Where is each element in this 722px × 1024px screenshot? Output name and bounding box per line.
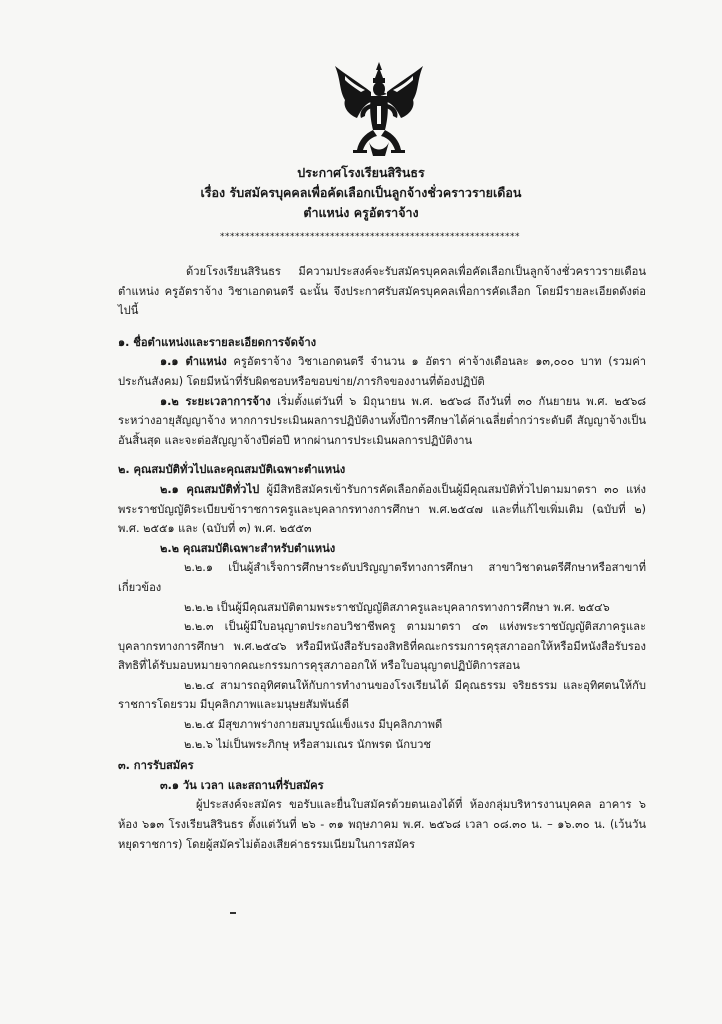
- section-2-heading: ๒. คุณสมบัติทั่วไปและคุณสมบัติเฉพาะตำแหน่ง: [118, 463, 346, 477]
- section-2-2-item: ๒.๒.๔ สามารถอุทิศตนให้กับการทำงานของโรงเรียนได้ มีคุณธรรม จริยธรรม และอุทิศตนให้กับราชการโดยรวม มีบุคลิกภาพและมนุษยสัมพันธ์ดี: [118, 678, 646, 712]
- stray-mark: [230, 912, 236, 914]
- section-3-1-text: ผู้ประสงค์จะสมัคร ขอรับและยื่นใบสมัครด้วยตนเองได้ที่ ห้องกลุ่มบริหารงานบุคคล อาคาร ๖ ห้อง ๖๑๓ โรงเรียนสิรินธร ตั้งแต่วันที่ ๒๖ - ๓๑ พฤษภาคม พ.ศ. ๒๕๖๘ เวลา ๐๘.๓๐ น. – ๑๖.๓๐ น. (เว้นวันหยุดราชการ) โดยผู้สมัครไม่ต้องเสียค่าธรรมเนียมในการสมัคร: [118, 798, 646, 851]
- section-1-2-paragraph: [118, 392, 646, 451]
- separator-line: ************************************************************: [220, 232, 520, 242]
- section-2-1-label: ๒.๑ คุณสมบัติทั่วไป: [160, 482, 260, 496]
- section-2-2-item: ๒.๒.๓ เป็นผู้มีใบอนุญาตประกอบวิชาชีพครู ตามมาตรา ๔๓ แห่งพระราชบัญญัติสภาครูและบุคลากรทางการศึกษา พ.ศ.๒๕๔๖ หรือมีหนังสือรับรองสิทธิที่คณะกรรมการคุรุสภาออกให้หรือมีหนังสือรับรองสิทธิที่ได้รับมอบหมายจากคณะกรรมการคุรุสภาออกให้ หรือใบอนุญาตปฏิบัติการสอน: [118, 620, 646, 673]
- section-1-1-text: ครูอัตราจ้าง วิชาเอกดนตรี จำนวน ๑ อัตรา ค่าจ้างเดือนละ ๑๓,๐๐๐ บาท (รวมค่าประกันสังคม) โดยมีหน้าที่รับผิดชอบหรือขอบข่าย/ภารกิจของงานที่ต้องปฏิบัติ: [118, 355, 647, 388]
- section-1-1-label: ๑.๑ ตำแหน่ง: [160, 355, 227, 369]
- document-body: [118, 262, 646, 854]
- section-2-2-item: ๒.๒.๑ เป็นผู้สำเร็จการศึกษาระดับปริญญาตรีทางการศึกษา สาขาวิชาดนตรีศึกษาหรือสาขาที่เกี่ยวข้อง: [118, 561, 646, 594]
- announcement-position: ตำแหน่ง ครูอัตราจ้าง: [303, 205, 419, 220]
- intro-paragraph: ด้วยโรงเรียนสิรินธร มีความประสงค์จะรับสมัครบุคคลเพื่อคัดเลือกเป็นลูกจ้างชั่วคราวรายเดือน ตำแหน่ง ครูอัตราจ้าง วิชาเอกดนตรี ฉะนั้น จึงประกาศรับสมัครบุคคลเพื่อการคัดเลือก โดยมีรายละเอียดดังต่อไปนี้: [118, 265, 646, 318]
- section-2-2-item: ๒.๒.๒ เป็นผู้มีคุณสมบัติตามพระราชบัญญัติสภาครูและบุคลากรทางการศึกษา พ.ศ. ๒๕๔๖: [184, 600, 610, 614]
- section-2-1-text: ผู้มีสิทธิสมัครเข้ารับการคัดเลือกต้องเป็นผู้มีคุณสมบัติทั่วไปตามมาตรา ๓๐ แห่งพระราชบัญญัติระเบียบข้าราชการครูและบุคลากรทางการศึกษา พ.ศ.๒๕๔๗ และที่แก้ไขเพิ่มเติม (ฉบับที่ ๒) พ.ศ. ๒๕๕๑ และ (ฉบับที่ ๓) พ.ศ. ๒๕๕๓: [118, 482, 646, 536]
- section-3-heading: ๓. การรับสมัคร: [118, 759, 194, 773]
- section-2-1-paragraph: [118, 480, 646, 539]
- section-1-1-paragraph: [118, 352, 646, 391]
- section-2-2-item: ๒.๒.๖ ไม่เป็นพระภิกษุ หรือสามเณร นักพรต นักบวช: [184, 737, 431, 751]
- section-1-heading: ๑. ชื่อตำแหน่งและรายละเอียดการจัดจ้าง: [118, 335, 317, 349]
- section-2-2-heading: ๒.๒ คุณสมบัติเฉพาะสำหรับตำแหน่ง: [160, 541, 336, 555]
- garuda-emblem-icon: [331, 60, 427, 160]
- section-2-2-item: ๒.๒.๕ มีสุขภาพร่างกายสมบูรณ์แข็งแรง มีบุคลิกภาพดี: [184, 718, 443, 732]
- section-1-2-text: เริ่มตั้งแต่วันที่ ๖ มิถุนายน พ.ศ. ๒๕๖๘ ถึงวันที่ ๓๐ กันยายน พ.ศ. ๒๕๖๘ ระหว่างอายุสัญญาจ้าง หากการประเมินผลการปฏิบัติงานทั้งปีการศึกษาได้ค่าเฉลี่ยต่ำกว่าระดับดี สัญญาจ้างเป็นอันสิ้นสุด และจะต่อสัญญาจ้างปีต่อปี หากผ่านการประเมินผลการปฏิบัติงาน: [118, 394, 647, 447]
- announcement-subject: เรื่อง รับสมัครบุคคลเพื่อคัดเลือกเป็นลูกจ้างชั่วคราวรายเดือน: [200, 185, 522, 200]
- announcement-title: ประกาศโรงเรียนสิรินธร: [297, 165, 425, 180]
- section-1-2-label: ๑.๒ ระยะเวลาการจ้าง: [160, 394, 271, 408]
- section-3-1-heading: ๓.๑ วัน เวลา และสถานที่รับสมัคร: [160, 778, 324, 792]
